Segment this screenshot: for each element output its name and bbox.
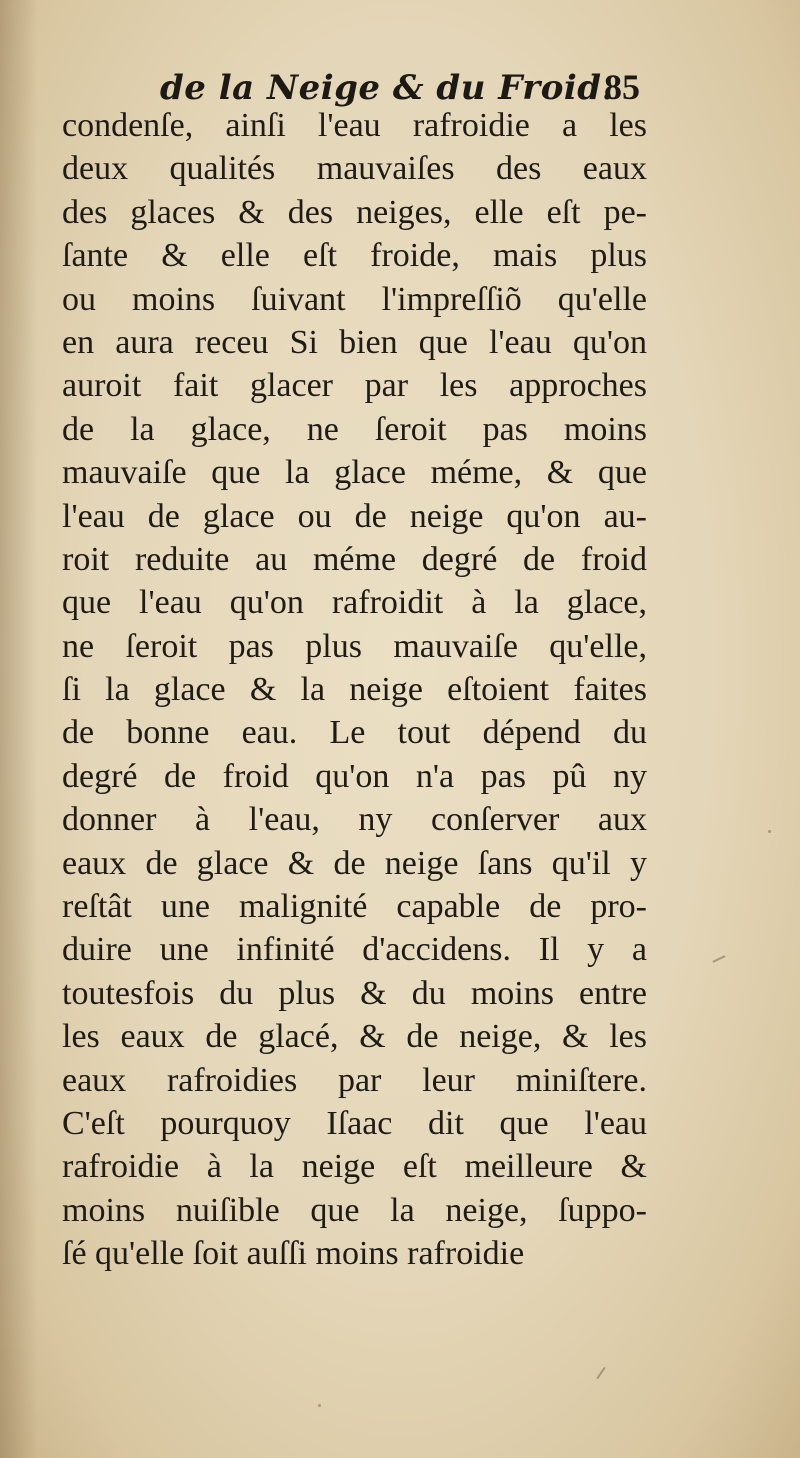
paper-speck [712, 955, 726, 963]
text-line: duire une infinité d'accidens. Il y a [62, 931, 647, 969]
text-line: ſé qu'elle ſoit auſſi moins rafroidie [62, 1235, 525, 1273]
text-line: en aura receu Si bien que l'eau qu'on [62, 323, 647, 361]
text-line: de la glace, ne ſeroit pas moins [62, 410, 647, 448]
text-line: de bonne eau. Le tout dépend du [62, 714, 647, 752]
page-number: 85 [604, 67, 640, 107]
text-line: mauvaiſe que la glace méme, & que [62, 454, 647, 492]
text-line: rafroidie à la neige eſt meilleure & [62, 1148, 647, 1186]
text-line: que l'eau qu'on rafroidit à la glace, [62, 584, 647, 622]
text-line: condenſe, ainſi l'eau rafroidie a les [62, 107, 647, 144]
text-line: les eaux de glacé, & de neige, & les [62, 1018, 647, 1056]
text-line: des glaces & des neiges, elle eſt pe- [62, 193, 647, 231]
text-line: ne ſeroit pas plus mauvaiſe qu'elle, [62, 627, 647, 665]
text-line: degré de froid qu'on n'a pas pû ny [62, 757, 647, 795]
running-head: de la Neige & du Froid. [160, 68, 614, 108]
text-line: auroit fait glacer par les approches [62, 367, 647, 405]
text-line: toutesfois du plus & du moins entre [62, 974, 647, 1012]
paper-speck [318, 1404, 321, 1407]
text-line: donner à l'eau, ny conſerver aux [62, 801, 647, 839]
text-line: deux qualités mauvaiſes des eaux [62, 150, 647, 188]
text-line: roit reduite au méme degré de froid [62, 540, 647, 578]
text-line: reſtât une malignité capable de pro- [62, 888, 647, 926]
text-line: l'eau de glace ou de neige qu'on au- [62, 497, 647, 535]
gutter-shadow [0, 0, 38, 1458]
text-line: eaux rafroidies par leur miniſtere. [62, 1061, 647, 1099]
text-line: ou moins ſuivant l'impreſſiõ qu'elle [62, 280, 647, 318]
text-line: moins nuiſible que la neige, ſuppo- [62, 1191, 647, 1229]
text-line: ſante & elle eſt froide, mais plus [62, 237, 647, 275]
text-line: ſi la glace & la neige eſtoient faites [62, 671, 647, 709]
text-line: C'eſt pourquoy Iſaac dit que l'eau [62, 1104, 647, 1142]
paper-speck [596, 1367, 606, 1380]
paper-speck [768, 830, 771, 833]
body-text [62, 104, 647, 1276]
text-line: eaux de glace & de neige ſans qu'il y [62, 844, 647, 882]
